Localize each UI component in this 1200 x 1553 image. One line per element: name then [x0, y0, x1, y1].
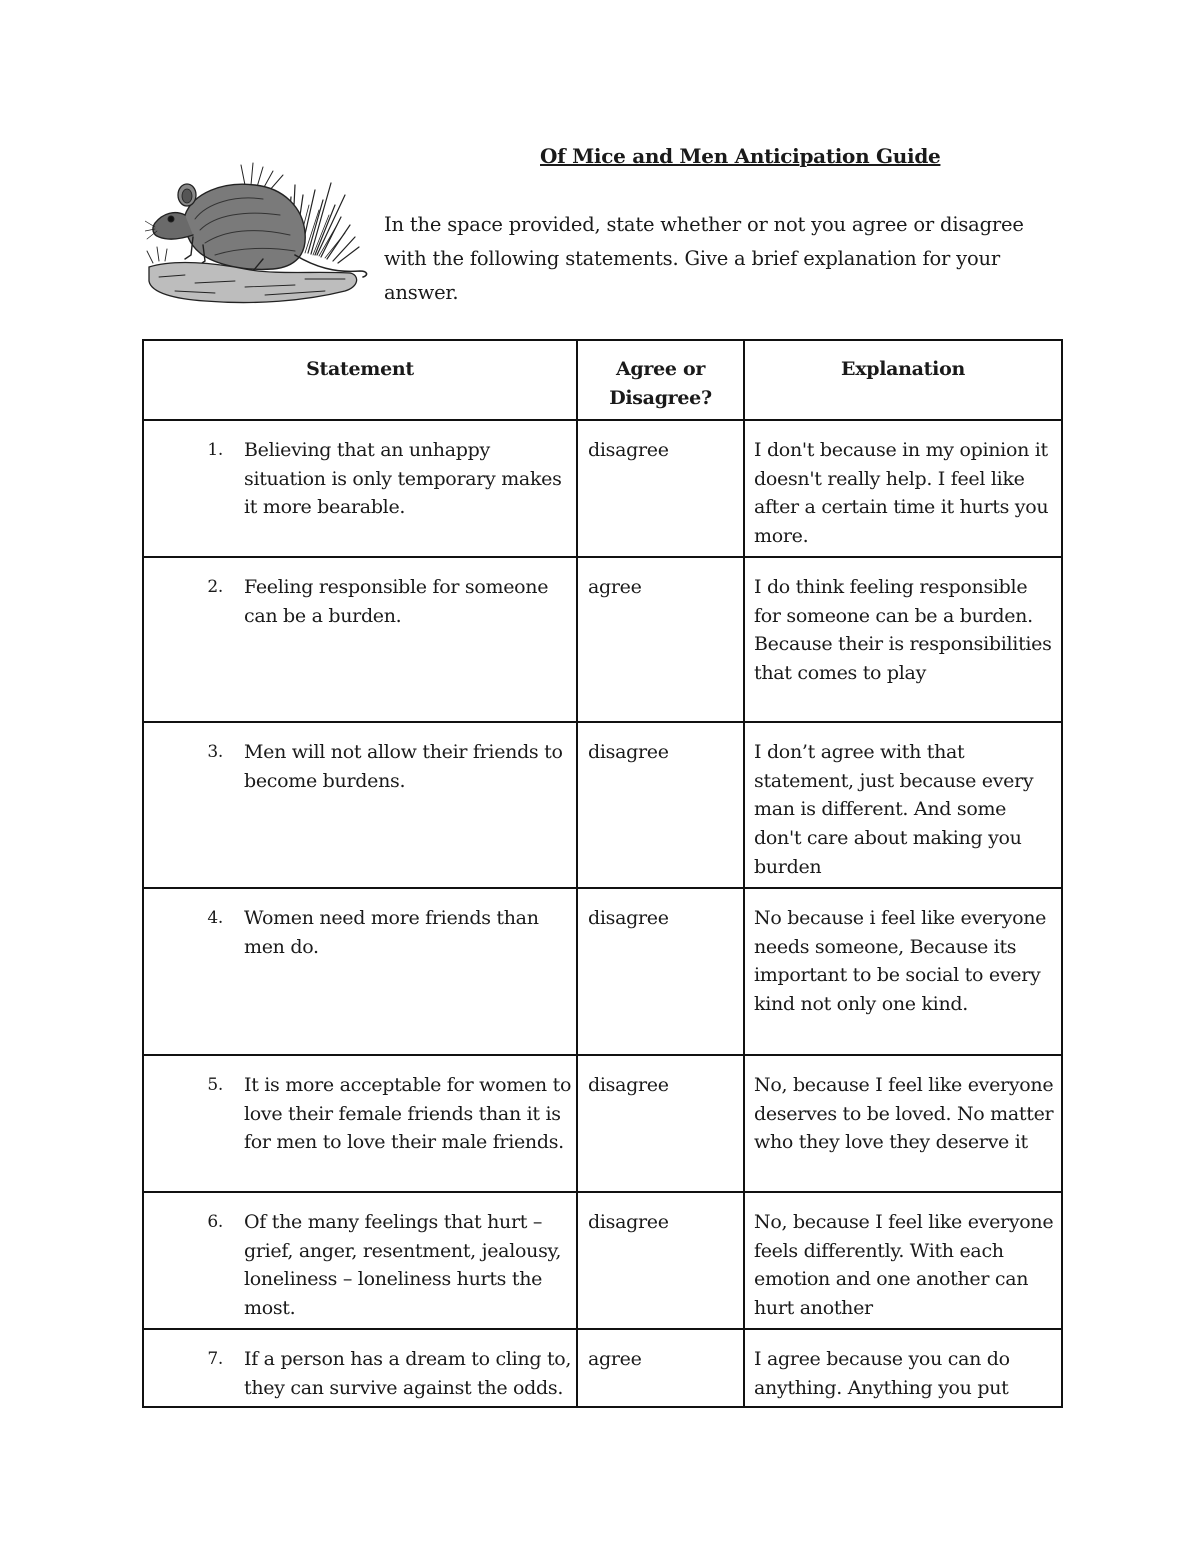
explanation-cell: No because i feel like everyone needs someone, Because its important to be social to every kind not only one kind. [744, 888, 1062, 1055]
explanation-cell: I don’t agree with that statement, just because every man is different. And some don't care about making you burden [744, 722, 1062, 888]
table-row [143, 888, 1062, 1055]
statement-text: Women need more friends than men do. [244, 907, 539, 958]
table-row [143, 1329, 1062, 1407]
statement-number: 4. [207, 908, 223, 928]
explanation-cell: I agree because you can do anything. Anything you put [744, 1329, 1062, 1407]
table-row [143, 1055, 1062, 1192]
statement-number: 1. [207, 440, 223, 460]
table-row [143, 557, 1062, 722]
table-header-row [143, 340, 1062, 420]
answer-cell: disagree [577, 722, 744, 888]
statement-number: 7. [207, 1349, 223, 1369]
header-agree: Agree or Disagree? [577, 340, 744, 420]
explanation-cell: No, because I feel like everyone feels differently. With each emotion and one another can hurt another [744, 1192, 1062, 1329]
answer-cell: disagree [577, 420, 744, 557]
answer-cell: disagree [577, 1055, 744, 1192]
page-title: Of Mice and Men Anticipation Guide [540, 144, 941, 168]
answer-cell: disagree [577, 1192, 744, 1329]
anticipation-guide-table [142, 339, 1063, 1408]
statement-text: Feeling responsible for someone can be a burden. [244, 576, 549, 627]
statement-number: 2. [207, 577, 223, 597]
statement-number: 6. [207, 1212, 223, 1232]
statement-text: Believing that an unhappy situation is only temporary makes it more bearable. [244, 439, 562, 519]
statement-number: 5. [207, 1075, 223, 1095]
explanation-cell: I don't because in my opinion it doesn't really help. I feel like after a certain time it hurts you more. [744, 420, 1062, 557]
mouse-illustration [145, 155, 370, 310]
statement-number: 3. [207, 742, 223, 762]
explanation-cell: I do think feeling responsible for someone can be a burden. Because their is responsibilities that comes to play [744, 557, 1062, 722]
statement-text: Of the many feelings that hurt – grief, anger, resentment, jealousy, loneliness – loneliness hurts the most. [244, 1211, 562, 1320]
table-row [143, 1192, 1062, 1329]
statement-text: It is more acceptable for women to love their female friends than it is for men to love their male friends. [244, 1074, 572, 1154]
header-explanation: Explanation [744, 340, 1062, 420]
table-row [143, 722, 1062, 888]
statement-text: Men will not allow their friends to become burdens. [244, 741, 563, 792]
explanation-cell: No, because I feel like everyone deserves to be loved. No matter who they love they deserve it [744, 1055, 1062, 1192]
answer-cell: agree [577, 1329, 744, 1407]
instructions-text: In the space provided, state whether or not you agree or disagree with the following statements. Give a brief explanation for your answer. [384, 213, 1024, 304]
statement-text: If a person has a dream to cling to, they can survive against the odds. [244, 1348, 572, 1399]
table-row [143, 420, 1062, 557]
header-statement: Statement [143, 340, 577, 420]
answer-cell: disagree [577, 888, 744, 1055]
answer-cell: agree [577, 557, 744, 722]
